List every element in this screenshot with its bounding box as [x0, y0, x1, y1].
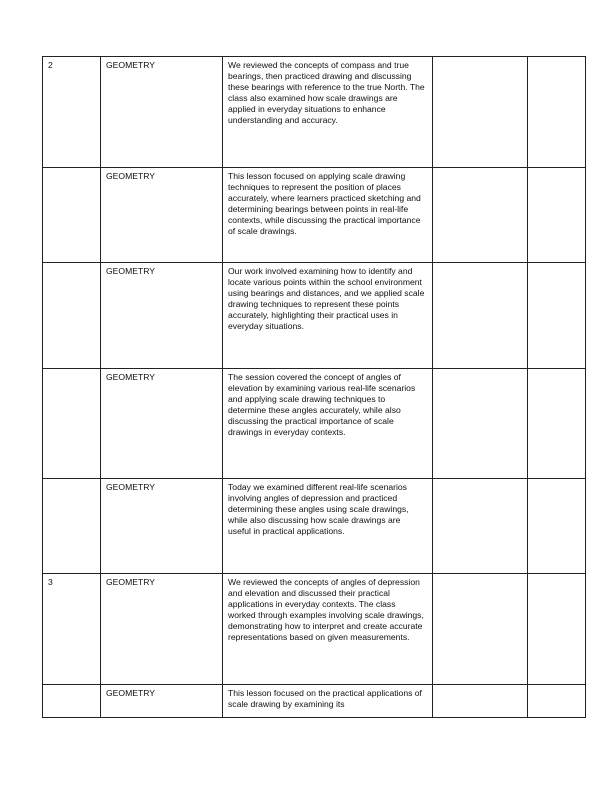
- week-cell: [43, 168, 101, 263]
- strand-cell: GEOMETRY: [101, 168, 223, 263]
- week-cell: 3: [43, 574, 101, 685]
- strand-cell: GEOMETRY: [101, 685, 223, 718]
- description-cell: [223, 574, 433, 685]
- table-row: [43, 168, 586, 263]
- week-cell: [43, 263, 101, 369]
- week-cell: [43, 369, 101, 479]
- description-cell: [223, 168, 433, 263]
- description-text: This lesson focused on the practical applications of scale drawing by examining its: [228, 688, 422, 709]
- week-cell: [43, 479, 101, 574]
- week-cell: 2: [43, 57, 101, 168]
- table-row: [43, 57, 586, 168]
- strand-cell: GEOMETRY: [101, 574, 223, 685]
- empty-cell: [433, 57, 528, 168]
- description-cell: [223, 263, 433, 369]
- empty-cell: [433, 685, 528, 718]
- empty-cell: [433, 369, 528, 479]
- empty-cell: [528, 263, 586, 369]
- empty-cell: [528, 57, 586, 168]
- empty-cell: [528, 168, 586, 263]
- empty-cell: [528, 479, 586, 574]
- description-text: The session covered the concept of angles of elevation by examining various real-life scenarios and applying scale drawing techniques to determine these angles accurately, while also discussing the practical importance of scale drawings in everyday contexts.: [228, 372, 416, 437]
- table-row: [43, 263, 586, 369]
- description-text: Today we examined different real-life scenarios involving angles of depression and practiced determining these angles using scale drawings, while also discussing how scale drawings are useful in practical applications.: [228, 482, 409, 536]
- strand-cell: GEOMETRY: [101, 369, 223, 479]
- table-row: [43, 574, 586, 685]
- description-cell: [223, 57, 433, 168]
- empty-cell: [433, 168, 528, 263]
- table-row: [43, 369, 586, 479]
- empty-cell: [433, 574, 528, 685]
- description-text: We reviewed the concepts of compass and true bearings, then practiced drawing and discussing these bearings with reference to the true North. The class also examined how scale drawings are applied in everyday situations to enhance understanding and accuracy.: [228, 60, 425, 125]
- strand-cell: GEOMETRY: [101, 263, 223, 369]
- table-row: [43, 685, 586, 718]
- description-text: Our work involved examining how to identify and locate various points within the school environment using bearings and distances, and we applied scale drawing techniques to represent these points accurately, highlighting their practical uses in everyday situations.: [228, 266, 425, 331]
- description-cell: [223, 685, 433, 718]
- strand-cell: GEOMETRY: [101, 479, 223, 574]
- week-cell: [43, 685, 101, 718]
- description-cell: [223, 479, 433, 574]
- table-row: [43, 479, 586, 574]
- empty-cell: [433, 263, 528, 369]
- empty-cell: [528, 369, 586, 479]
- lesson-log-table: [42, 56, 586, 718]
- description-text: This lesson focused on applying scale drawing techniques to represent the position of places accurately, where learners practiced sketching and determining bearings between points in real-life contexts, while discussing the practical importance of scale drawings.: [228, 171, 421, 236]
- description-text: We reviewed the concepts of angles of depression and elevation and discussed their practical applications in everyday contexts. The class worked through examples involving scale drawings, demonstrating how to interpret and create accurate representations based on given measurements.: [228, 577, 424, 642]
- description-cell: [223, 369, 433, 479]
- empty-cell: [528, 685, 586, 718]
- empty-cell: [528, 574, 586, 685]
- empty-cell: [433, 479, 528, 574]
- strand-cell: GEOMETRY: [101, 57, 223, 168]
